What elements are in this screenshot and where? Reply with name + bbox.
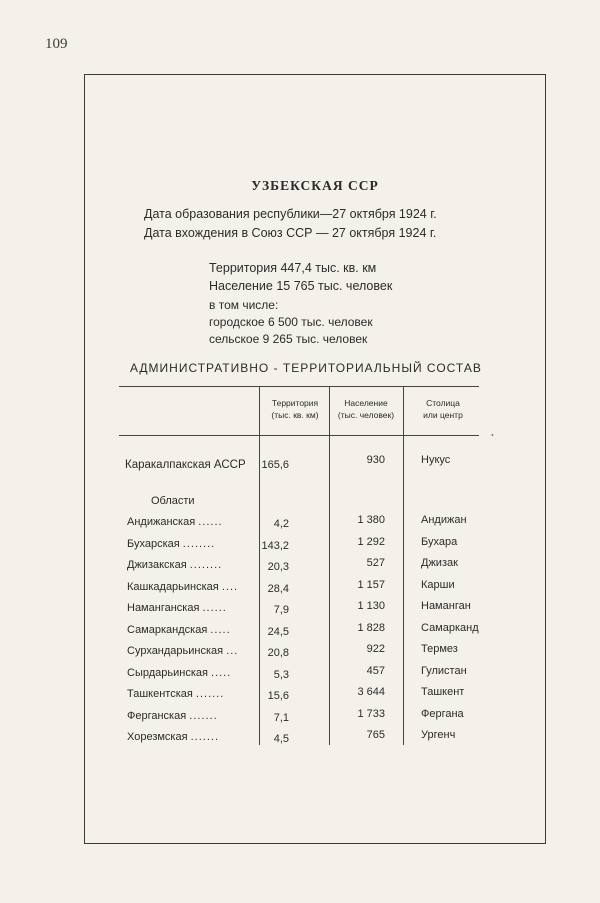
table-frame (84, 74, 546, 844)
oblast-name-text: Андижанская (127, 516, 196, 528)
oblast-population: 1 828 (357, 622, 385, 634)
oblast-capital: Самарканд (421, 622, 479, 634)
leader-dots: ...... (198, 516, 223, 528)
oblast-name (127, 516, 223, 528)
oblast-population: 527 (366, 557, 385, 569)
oblast-name-text: Ферганская (127, 710, 187, 722)
oblast-territory: 15,6 (267, 690, 289, 702)
table-header-rule (119, 435, 479, 436)
oblast-population: 1 733 (357, 708, 385, 720)
stats-block (209, 259, 392, 295)
capital-header (405, 397, 481, 421)
oblast-name-text: Джизакская (127, 559, 187, 571)
leader-dots: ....... (190, 731, 220, 743)
oblast-name-text: Кашкадарьинская (127, 581, 219, 593)
territory-stat: Территория 447,4 тыс. кв. км (209, 261, 377, 275)
oblast-capital: Карши (421, 579, 455, 591)
page-title: УЗБЕКСКАЯ ССР (251, 178, 379, 193)
capital-header-line: Столица (426, 398, 460, 408)
population-breakdown (209, 297, 373, 348)
territory-header-unit: (тыс. кв. км) (271, 410, 319, 420)
oblast-population: 1 292 (357, 536, 385, 548)
formation-date: Дата образования республики—27 октября 1924 г. (144, 207, 437, 221)
page-number: 109 (45, 36, 68, 52)
oblast-territory: 24,5 (267, 626, 289, 638)
territory-header (261, 397, 329, 421)
oblast-capital: Ташкент (421, 686, 465, 698)
oblast-capital: Ургенч (421, 729, 456, 741)
column-divider (403, 386, 404, 745)
including-label: в том числе: (209, 298, 279, 312)
oblast-territory: 5,3 (273, 669, 289, 681)
oblast-territory: 28,4 (267, 583, 289, 595)
oblast-population: 922 (366, 643, 385, 655)
oblast-population: 457 (366, 665, 385, 677)
oblast-name (127, 538, 215, 550)
oblasti-label: Области (151, 495, 195, 507)
capital-header-line2: или центр (423, 410, 463, 420)
oblast-population: 765 (366, 729, 385, 741)
oblast-population: 1 157 (357, 579, 385, 591)
oblast-capital: Бухара (421, 536, 458, 548)
union-entry-date: Дата вхождения в Союз ССР — 27 октября 1924 г. (144, 226, 437, 240)
population-stat: Население 15 765 тыс. человек (209, 279, 393, 293)
oblast-population: 1 130 (357, 600, 385, 612)
oblast-name (127, 667, 231, 679)
oblast-capital: Наманган (421, 600, 471, 612)
column-divider (329, 386, 330, 745)
oblast-name (127, 645, 238, 657)
population-header-unit: (тыс. человек) (337, 410, 395, 420)
oblast-territory: 20,3 (267, 561, 289, 573)
oblast-name (127, 602, 227, 614)
assr-capital: Нукус (421, 454, 451, 466)
oblast-name (127, 559, 222, 571)
admin-composition-title: АДМИНИСТРАТИВНО - ТЕРРИТОРИАЛЬНЫЙ СОСТАВ (130, 361, 482, 375)
rural-population: сельское 9 265 тыс. человек (209, 332, 368, 346)
oblast-name (127, 624, 231, 636)
oblast-population: 1 380 (357, 514, 385, 526)
assr-territory: 165,6 (261, 459, 289, 471)
leader-dots: ..... (211, 667, 232, 679)
table-top-rule (119, 386, 479, 387)
assr-population: 930 (366, 454, 385, 466)
dates-block (144, 205, 437, 243)
oblast-name (127, 581, 238, 593)
territory-header-line: Территория (271, 398, 319, 408)
leader-dots: ........ (189, 559, 223, 571)
oblast-name-text: Сурхандарьинская (127, 645, 224, 657)
leader-dots: ........ (182, 538, 216, 550)
oblast-name-text: Бухарская (127, 538, 180, 550)
oblast-territory: 4,2 (273, 518, 289, 530)
oblast-name-text: Хорезмская (127, 731, 188, 743)
population-header-line: Население (344, 398, 388, 408)
oblast-name (127, 731, 219, 743)
leader-dots: .... (221, 581, 239, 593)
oblast-capital: Гулистан (421, 665, 467, 677)
oblast-name (127, 688, 224, 700)
leader-dots: ... (226, 645, 239, 657)
oblast-name-text: Сырдарьинская (127, 667, 208, 679)
oblast-territory: 4,5 (273, 733, 289, 745)
leader-dots: ..... (210, 624, 231, 636)
oblast-capital: Термез (421, 643, 458, 655)
oblast-name-text: Ташкентская (127, 688, 193, 700)
leader-dots: ...... (202, 602, 227, 614)
oblast-territory: 20,8 (267, 647, 289, 659)
oblast-capital: Джизак (421, 557, 458, 569)
leader-dots: ....... (195, 688, 225, 700)
oblast-territory: 7,9 (273, 604, 289, 616)
oblast-territory: 7,1 (273, 712, 289, 724)
assr-name: Каракалпакская АССР (125, 459, 246, 471)
oblast-territory: 143,2 (261, 540, 289, 552)
urban-population: городское 6 500 тыс. человек (209, 315, 373, 329)
oblast-name-text: Самаркандская (127, 624, 208, 636)
oblast-population: 3 644 (357, 686, 385, 698)
oblast-name-text: Наманганская (127, 602, 200, 614)
margin-mark: • (491, 431, 494, 440)
oblast-name (127, 710, 218, 722)
leader-dots: ....... (189, 710, 218, 722)
oblast-capital: Фергана (421, 708, 464, 720)
population-header (330, 397, 402, 421)
oblast-capital: Андижан (421, 514, 467, 526)
